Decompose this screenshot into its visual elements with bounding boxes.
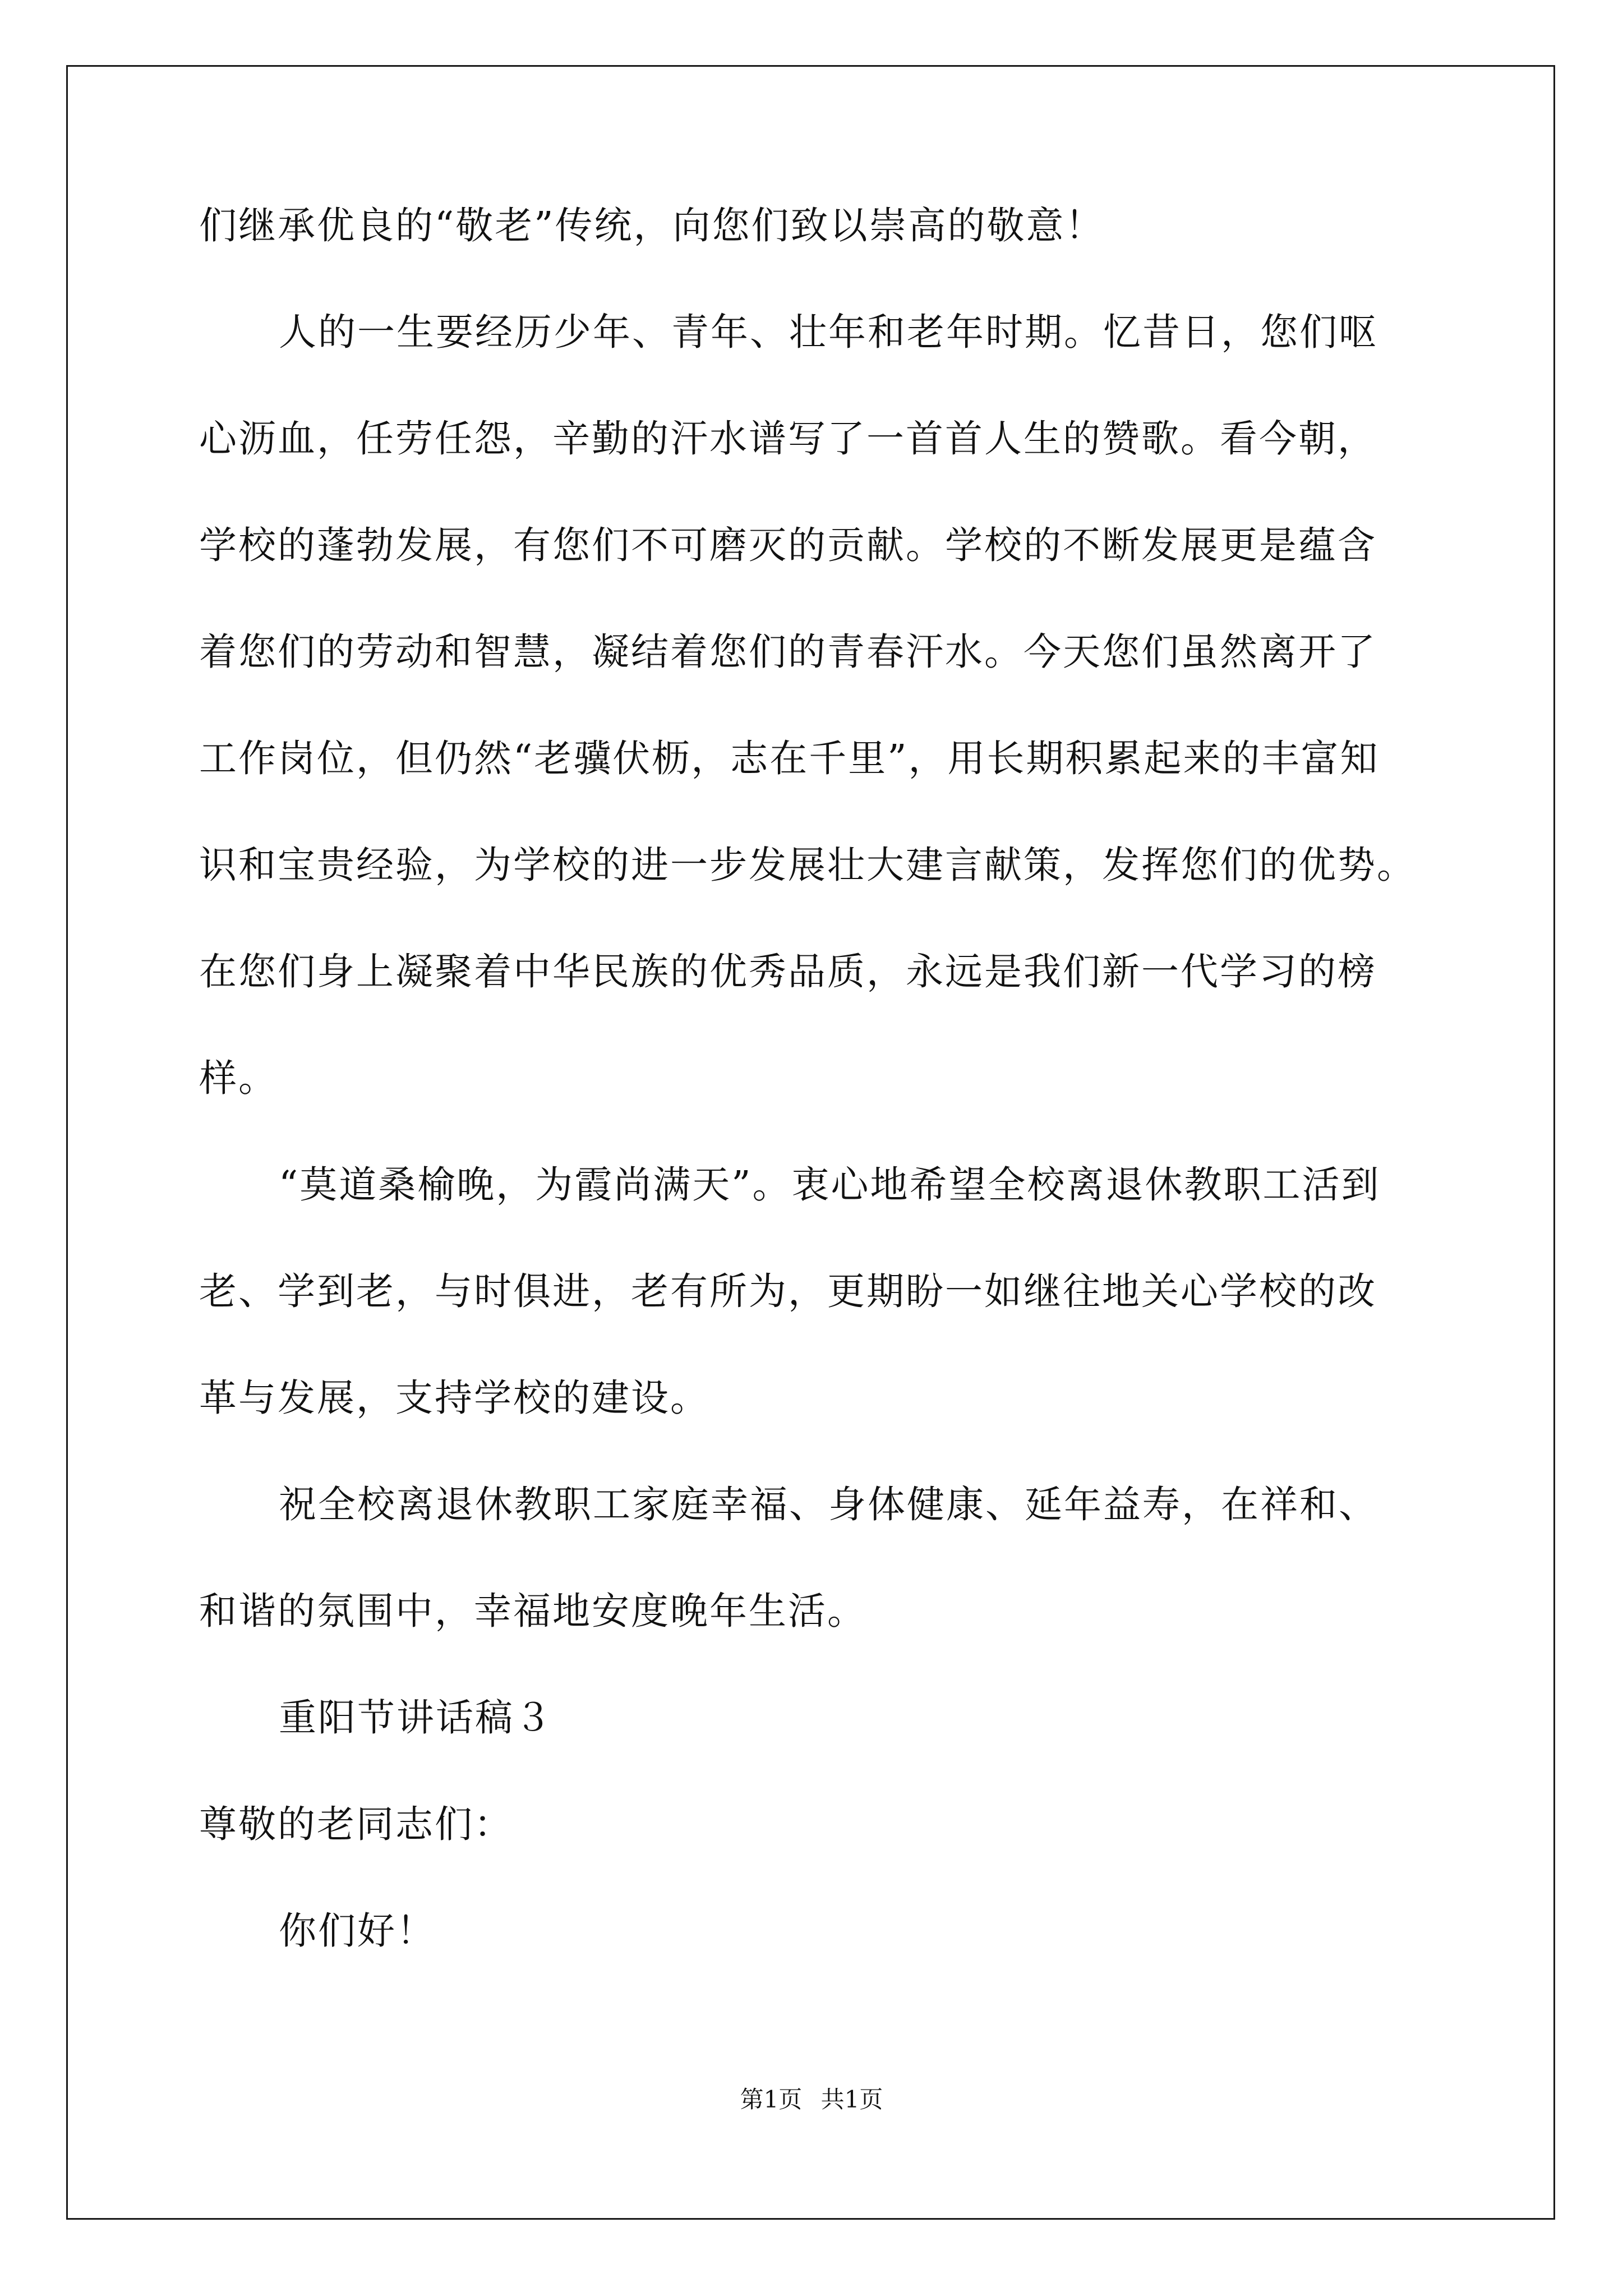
paragraph-line: 着您们的劳动和智慧，凝结着您们的青春汗水。今天您们虽然离开了 (199, 630, 1377, 674)
section-heading: 重阳节讲话稿３ (279, 1696, 554, 1740)
page-number: 第1页 (740, 2086, 803, 2113)
page-total: 共1页 (820, 2086, 883, 2113)
greeting: 你们好！ (279, 1909, 436, 1953)
paragraph-line: 识和宝贵经验，为学校的进一步发展壮大建言献策，发挥您们的优势。 (199, 843, 1416, 887)
page-footer (0, 2086, 1623, 2114)
paragraph-line: 工作岗位，但仍然“老骥伏枥，志在千里”，用长期积累起来的丰富知 (199, 737, 1380, 780)
page-border (66, 65, 1555, 2220)
paragraph-line: “莫道桑榆晚，为霞尚满天”。衷心地希望全校离退休教职工活到 (279, 1163, 1381, 1207)
salutation: 尊敬的老同志们： (199, 1802, 513, 1846)
paragraph-line: 在您们身上凝聚着中华民族的优秀品质，永远是我们新一代学习的榜 (199, 950, 1377, 993)
paragraph-line: 革与发展，支持学校的建设。 (199, 1376, 709, 1420)
paragraph-line: 们继承优良的“敬老”传统，向您们致以崇高的敬意！ (199, 204, 1105, 247)
paragraph-line: 祝全校离退休教职工家庭幸福、身体健康、延年益寿，在祥和、 (279, 1483, 1378, 1526)
paragraph-line: 学校的蓬勃发展，有您们不可磨灭的贡献。学校的不断发展更是蕴含 (199, 523, 1377, 567)
paragraph-line: 老、学到老，与时俱进，老有所为，更期盼一如继往地关心学校的改 (199, 1269, 1377, 1313)
paragraph-line: 样。 (199, 1056, 278, 1100)
paragraph-line: 人的一生要经历少年、青年、壮年和老年时期。忆昔日，您们呕 (279, 310, 1378, 354)
paragraph-line: 心沥血，任劳任怨，辛勤的汗水谱写了一首首人生的赞歌。看今朝， (199, 417, 1377, 461)
paragraph-line: 和谐的氛围中，幸福地安度晚年生活。 (199, 1589, 866, 1633)
